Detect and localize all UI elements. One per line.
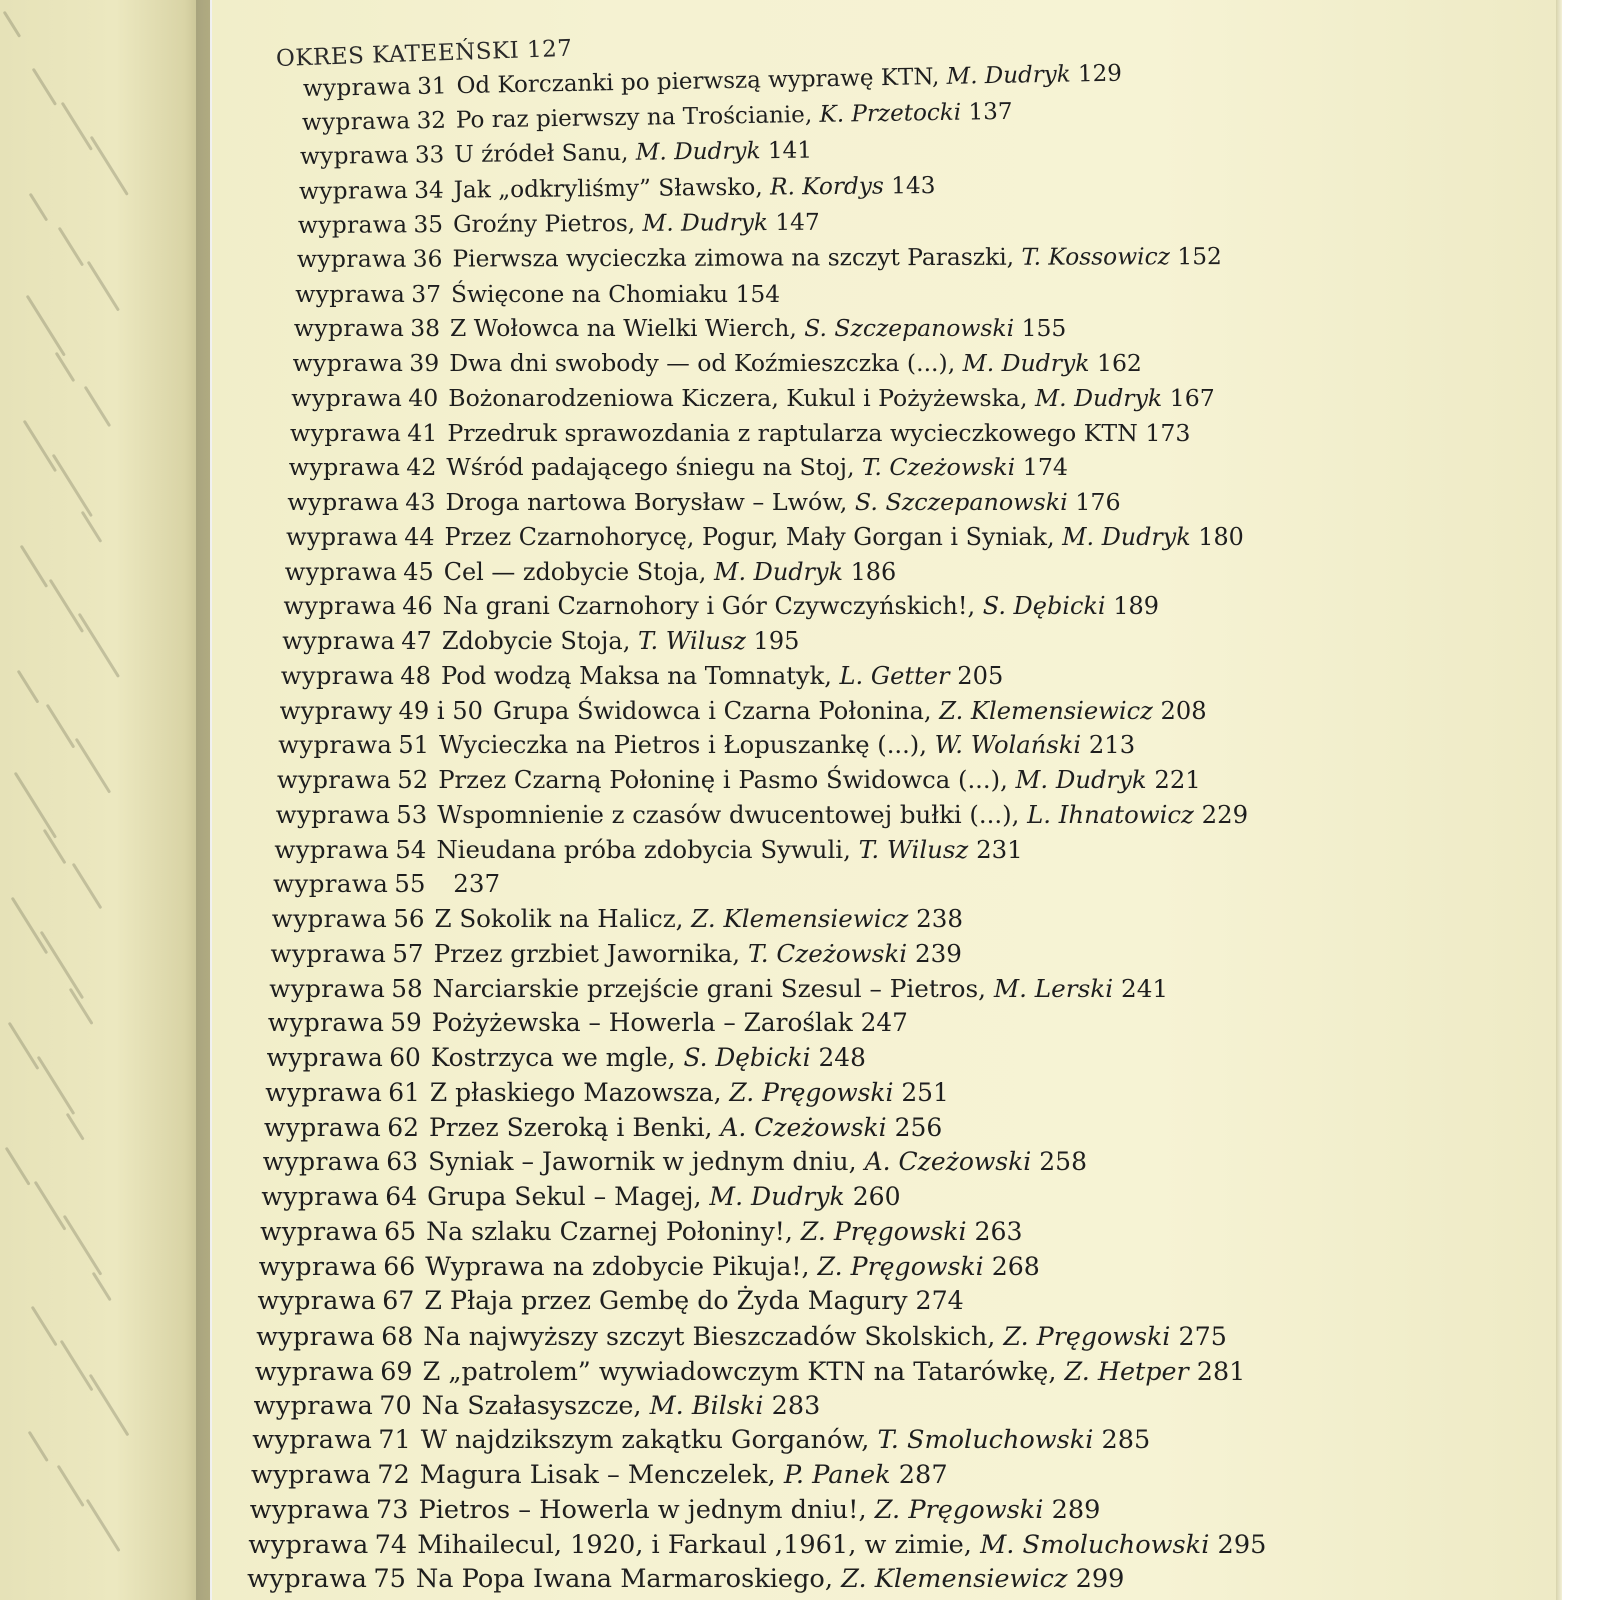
entry-page: 195	[753, 627, 800, 656]
entry-author: M. Dudryk	[1062, 522, 1191, 551]
entry-page: 268	[991, 1251, 1040, 1281]
toc-entry	[260, 1217, 1022, 1247]
entry-title: Od Korczanki po pierwszą wyprawę KTN,	[456, 63, 947, 100]
entry-title: Z Sokolik na Halicz,	[434, 904, 692, 934]
toc-entry	[268, 1008, 908, 1038]
toc-entry	[295, 279, 780, 309]
entry-number: 55	[394, 869, 426, 899]
entry-number: 68	[381, 1321, 414, 1352]
entry-author: M. Dudryk	[714, 557, 843, 586]
toc-entry	[259, 1252, 1040, 1282]
entry-title: Pożyżewska – Howerla – Zaroślak	[431, 1008, 853, 1038]
entry-number: 64	[385, 1182, 418, 1212]
entry-author: M. Dudryk	[962, 349, 1090, 378]
entry-author: R. Kordys	[770, 172, 885, 201]
entry-author: K. Przetocki	[818, 99, 962, 129]
entry-label: wyprawa	[252, 1425, 373, 1456]
entry-label: wyprawa	[265, 1077, 383, 1107]
entry-number: 34	[414, 176, 444, 204]
entry-number: 44	[404, 522, 435, 551]
toc-entry	[281, 661, 1003, 691]
entry-title: Przez Szeroką i Benki,	[428, 1112, 721, 1142]
toc-entry	[284, 591, 1159, 621]
entry-number: 73	[375, 1494, 409, 1525]
entry-label: wyprawa	[266, 1043, 384, 1073]
entry-number: 69	[380, 1355, 413, 1386]
toc-entry	[291, 383, 1214, 413]
entry-number: 45	[403, 557, 434, 586]
entry-author: M. Lerski	[993, 973, 1114, 1003]
entry-label: wyprawa	[251, 1460, 372, 1491]
entry-number: 49 i 50	[398, 696, 484, 725]
entry-page: 281	[1196, 1355, 1246, 1386]
entry-page: 295	[1217, 1529, 1267, 1560]
entry-label: wyprawa	[277, 765, 392, 795]
entry-author: S. Dębicki	[683, 1043, 811, 1073]
toc-entry	[277, 765, 1201, 795]
section-page: 127	[526, 35, 573, 64]
entry-author: A. Czeżowski	[720, 1112, 887, 1142]
entry-title: Na Popa Iwana Marmaroskiego,	[415, 1564, 842, 1595]
entry-page: 256	[894, 1112, 943, 1142]
entry-author: P. Panek	[783, 1460, 891, 1491]
entry-label: wyprawa	[249, 1494, 370, 1525]
entry-label: wyprawa	[298, 176, 409, 205]
toc-entry	[299, 171, 936, 207]
entry-label: wyprawa	[288, 453, 401, 482]
entry-title: Przedruk sprawozdania z raptularza wycieczkowego KTN	[447, 418, 1138, 447]
entry-author: M. Smoluchowski	[980, 1529, 1210, 1560]
entry-number: 38	[410, 314, 441, 343]
entry-number: 32	[416, 107, 446, 135]
entry-author: Z. Klemensiewicz	[841, 1564, 1068, 1595]
entry-author: S. Szczepanowski	[804, 314, 1015, 343]
toc-entry	[261, 1182, 900, 1212]
entry-label: wyprawa	[283, 592, 397, 621]
entry-title: Bożonarodzeniowa Kiczera, Kukul i Pożyżewska,	[448, 383, 1035, 412]
entry-number: 58	[391, 973, 423, 1003]
entry-page: 180	[1198, 522, 1244, 551]
entry-label: wyprawa	[254, 1355, 375, 1386]
toc-entry	[271, 939, 962, 969]
toc-entry	[248, 1530, 1266, 1560]
entry-number: 54	[395, 834, 427, 864]
entry-label: wyprawa	[278, 731, 393, 760]
entry-label: wyprawa	[275, 799, 391, 829]
entry-label: wyprawa	[293, 314, 405, 343]
entry-label: wyprawa	[247, 1564, 368, 1595]
entry-page: 238	[916, 904, 963, 934]
entry-page: 287	[898, 1460, 948, 1491]
entry-page: 189	[1113, 592, 1159, 621]
toc-entry	[258, 1286, 964, 1316]
entry-title: Po raz pierwszy na Trościanie,	[455, 102, 820, 134]
entry-title: Przez Czarnohorycę, Pogur, Mały Gorgan i Syniak,	[444, 522, 1063, 551]
entry-label: wyprawa	[260, 1216, 379, 1246]
entry-page: 141	[768, 137, 813, 165]
entry-title: Pierwsza wycieczka zimowa na szczyt Paraszki,	[451, 243, 1021, 273]
entry-page: 205	[957, 661, 1004, 690]
entry-title: Mihailecul, 1920, i Farkaul ,1961, w zimie,	[417, 1529, 981, 1560]
entry-number: 65	[384, 1216, 417, 1246]
entry-title: Wycieczka na Pietros i Łopuszankę (...),	[439, 731, 935, 760]
entry-page: 231	[976, 834, 1023, 864]
entry-author: L. Ihnatowicz	[1027, 799, 1194, 829]
entry-title: Narciarskie przejście grani Szesul – Pietros,	[432, 973, 994, 1003]
entry-label: wyprawa	[256, 1321, 376, 1352]
entry-number: 56	[393, 904, 425, 934]
entry-label: wyprawa	[257, 1286, 377, 1316]
entry-author: T. Czeżowski	[747, 938, 908, 968]
toc-entry	[274, 835, 1022, 865]
entry-title: U źródeł Sanu,	[454, 140, 637, 169]
entry-title: Grupa Sekul – Magej,	[427, 1182, 710, 1212]
entry-author: M. Bilski	[649, 1390, 764, 1421]
entry-label: wyprawa	[287, 488, 400, 517]
entry-label: wyprawa	[301, 108, 411, 137]
entry-label: wyprawa	[258, 1251, 378, 1281]
entry-number: 47	[401, 627, 432, 656]
entry-number: 62	[387, 1112, 419, 1142]
entry-label: wyprawa	[290, 418, 402, 447]
entry-label: wyprawa	[264, 1112, 382, 1142]
entry-label: wyprawa	[297, 211, 408, 239]
entry-number: 42	[406, 453, 437, 482]
entry-page: 173	[1145, 418, 1191, 447]
entry-page: 263	[974, 1216, 1023, 1246]
entry-author: L. Getter	[839, 661, 950, 690]
entry-page: 186	[850, 557, 897, 586]
entry-title: Droga nartowa Borysław – Lwów,	[445, 488, 855, 517]
entry-page: 247	[860, 1008, 908, 1038]
entry-title: Święcone na Chomiaku	[450, 280, 729, 309]
toc-entry	[294, 313, 1066, 343]
section-heading	[276, 36, 573, 72]
entry-author: W. Wolański	[934, 731, 1082, 760]
toc-entry	[301, 97, 1012, 138]
entry-page: 237	[453, 869, 501, 899]
entry-label: wyprawa	[280, 661, 395, 690]
entry-label: wyprawa	[282, 627, 396, 656]
entry-title: Kostrzyca we mgle,	[430, 1043, 684, 1073]
entry-label: wyprawa	[274, 834, 390, 864]
entry-page: 147	[775, 208, 820, 236]
toc-entry	[298, 208, 820, 241]
entry-author: T. Wilusz	[858, 834, 969, 864]
entry-page: 167	[1169, 383, 1215, 412]
entry-page: 162	[1097, 349, 1142, 378]
entry-label: wyprawa	[286, 522, 399, 551]
entry-page: 176	[1075, 488, 1121, 517]
entry-page: 221	[1154, 765, 1201, 795]
entry-author: Z. Hetper	[1064, 1355, 1189, 1386]
toc-entry	[263, 1147, 1087, 1177]
entry-label: wyprawa	[248, 1529, 369, 1560]
entry-number: 63	[386, 1147, 419, 1177]
entry-title: Groźny Pietros,	[452, 209, 643, 238]
entry-title: Wspomnienie z czasów dwucentowej bułki (...),	[437, 799, 1028, 829]
entry-number: 52	[397, 765, 429, 795]
entry-label: wyprawa	[273, 869, 389, 899]
toc-entry	[264, 1113, 942, 1143]
entry-page: 289	[1051, 1494, 1101, 1525]
entry-label: wyprawa	[267, 1008, 385, 1038]
entry-title: Z „patrolem” wywiadowczym KTN na Tatarówkę,	[422, 1355, 1065, 1386]
entry-author: M. Dudryk	[946, 61, 1071, 90]
entry-page: 285	[1101, 1425, 1151, 1456]
entry-label: wyprawa	[291, 383, 403, 412]
entry-label: wyprawa	[284, 557, 398, 586]
toc-entry	[254, 1391, 821, 1421]
entry-label: wyprawa	[296, 245, 407, 273]
entry-number: 53	[396, 799, 428, 829]
entry-page: 239	[914, 938, 962, 968]
entry-page: 174	[1022, 453, 1069, 482]
entry-number: 40	[408, 383, 439, 412]
entry-label: wyprawa	[262, 1147, 381, 1177]
entry-author: S. Szczepanowski	[854, 488, 1068, 517]
entry-author: S. Dębicki	[982, 592, 1106, 621]
entry-page: 251	[901, 1077, 949, 1107]
toc-entry	[269, 974, 1168, 1004]
entry-title: Nieudana próba zdobycia Sywuli,	[436, 834, 859, 864]
entry-title: Z Wołowca na Wielki Wierch,	[450, 314, 805, 343]
entry-page: 241	[1120, 973, 1169, 1003]
entry-author: Z. Pręgowski	[817, 1251, 984, 1281]
entry-title: Na Szałasyszcze,	[421, 1390, 650, 1421]
entry-number: 60	[389, 1043, 421, 1073]
toc-entry	[247, 1564, 1124, 1594]
entry-page: 274	[915, 1286, 964, 1316]
toc-entry	[287, 487, 1120, 517]
toc-entry	[272, 904, 963, 934]
entry-title: Grupa Świdowca i Czarna Połonina,	[493, 696, 940, 725]
toc-entry	[276, 800, 1248, 830]
entry-author: Z. Klemensiewicz	[939, 696, 1153, 725]
entry-author: T. Kossowicz	[1020, 243, 1170, 271]
entry-author: Z. Klemensiewicz	[691, 904, 909, 934]
toc-entry	[296, 242, 1221, 275]
entry-label: wyprawa	[261, 1182, 380, 1212]
entry-page: 137	[967, 99, 1013, 126]
entry-label: wyprawa	[295, 280, 406, 309]
entry-title: Z płaskiego Mazowsza,	[429, 1077, 730, 1107]
entry-number: 33	[415, 142, 445, 169]
toc-entry	[289, 452, 1068, 482]
entry-number: 43	[405, 488, 436, 517]
entry-number: 46	[402, 592, 433, 621]
entry-title: Jak „odkryliśmy” Sławsko,	[453, 173, 771, 204]
entry-number: 66	[383, 1251, 416, 1281]
entry-author: Z. Pręgowski	[1003, 1321, 1171, 1352]
entry-page: 260	[852, 1182, 901, 1212]
entry-label: wyprawy	[279, 696, 393, 725]
entry-title: Na szlaku Czarnej Połoniny!,	[426, 1216, 801, 1246]
toc-entry	[265, 1078, 949, 1108]
entry-label: wyprawa	[270, 938, 387, 968]
entry-page: 275	[1178, 1321, 1227, 1352]
entry-number: 48	[400, 661, 431, 690]
entry-title: Dwa dni swobody — od Koźmieszczka (...),	[449, 349, 963, 378]
entry-label: wyprawa	[271, 904, 388, 934]
entry-number: 61	[388, 1077, 420, 1107]
entry-label: wyprawa	[300, 143, 410, 171]
entry-title: Wśród padającego śniegu na Stoj,	[446, 453, 863, 482]
entry-author: M. Dudryk	[1034, 383, 1163, 412]
entry-number: 75	[373, 1564, 406, 1595]
entry-author: M. Dudryk	[709, 1182, 845, 1212]
entry-number: 37	[411, 280, 441, 309]
entry-number: 39	[409, 349, 440, 378]
entry-title: Syniak – Jawornik w jednym dniu,	[428, 1147, 865, 1177]
entry-number: 67	[382, 1286, 415, 1316]
entry-title: Na grani Czarnohory i Gór Czywczyńskich!,	[442, 592, 983, 621]
entry-number: 74	[374, 1529, 408, 1560]
toc-entry	[278, 730, 1135, 760]
entry-page: 152	[1176, 243, 1222, 271]
toc-entry	[282, 626, 799, 656]
entry-author: T. Smoluchowski	[877, 1425, 1094, 1456]
entry-page: 143	[891, 171, 936, 200]
entry-number: 31	[417, 73, 447, 100]
entry-title: Przez grzbiet Jawornika,	[433, 938, 748, 968]
entry-page: 129	[1077, 60, 1123, 88]
entry-label: wyprawa	[269, 973, 386, 1003]
entry-page: 258	[1039, 1147, 1088, 1177]
entry-author: M. Dudryk	[642, 208, 768, 237]
entry-title: Przez Czarną Połoninę i Pasmo Świdowca (...),	[438, 765, 1016, 795]
entry-number: 70	[379, 1390, 412, 1421]
entry-number: 51	[398, 731, 430, 760]
entry-title: Zdobycie Stoja,	[441, 627, 638, 656]
entry-author: A. Czeżowski	[864, 1147, 1032, 1177]
toc-entry	[300, 136, 812, 172]
entry-title: Z Płaja przez Gembę do Żyda Magury	[424, 1286, 908, 1316]
entry-page: 283	[771, 1390, 821, 1421]
entry-author: Z. Pręgowski	[729, 1077, 894, 1107]
entry-number: 36	[412, 245, 442, 273]
entry-title: Na najwyższy szczyt Bieszczadów Skolskich,	[423, 1321, 1004, 1352]
toc-entry	[256, 1321, 1227, 1351]
section-title: OKRES KATEEŃSKI	[275, 37, 520, 72]
toc-entry	[251, 1460, 948, 1490]
entry-page: 213	[1088, 731, 1136, 760]
toc-entry	[267, 1043, 866, 1073]
entry-page: 248	[818, 1043, 866, 1073]
entry-number: 41	[407, 418, 438, 447]
entry-label: wyprawa	[302, 73, 412, 102]
entry-title: Pietros – Howerla w jednym dniu!,	[418, 1494, 875, 1525]
entry-page: 155	[1021, 314, 1067, 343]
toc-entry	[280, 696, 1207, 726]
entry-author: T. Wilusz	[638, 627, 746, 656]
entry-number: 35	[413, 210, 443, 239]
toc-entry	[252, 1425, 1150, 1455]
toc-entry	[255, 1356, 1245, 1386]
entry-title: Pod wodzą Maksa na Tomnatyk,	[440, 661, 840, 690]
toc-entry	[286, 522, 1244, 552]
toc-entry	[250, 1495, 1101, 1525]
entry-page: 208	[1160, 696, 1207, 725]
entry-title: Magura Lisak – Menczelek,	[419, 1460, 784, 1491]
entry-title: W najdzikszym zakątku Gorganów,	[420, 1425, 878, 1456]
toc-entry	[285, 557, 896, 587]
entry-number: 57	[392, 938, 424, 968]
entry-number: 72	[377, 1460, 410, 1491]
entry-number: 59	[390, 1008, 422, 1038]
entry-page: 229	[1201, 799, 1249, 829]
entry-title: Wyprawa na zdobycie Pikuja!,	[425, 1251, 818, 1281]
toc-entry	[290, 418, 1190, 448]
entry-label: wyprawa	[253, 1390, 374, 1421]
entry-title: Cel — zdobycie Stoja,	[443, 557, 714, 586]
entry-author: M. Dudryk	[1015, 765, 1147, 795]
entry-author: Z. Pręgowski	[800, 1216, 967, 1246]
entry-author: M. Dudryk	[635, 138, 762, 167]
entry-page: 299	[1075, 1564, 1125, 1595]
entry-number: 71	[378, 1425, 411, 1456]
entry-author: T. Czeżowski	[862, 453, 1016, 482]
toc-entry	[293, 348, 1142, 378]
entry-label: wyprawa	[292, 349, 404, 378]
entry-author: Z. Pręgowski	[874, 1494, 1044, 1525]
entry-page: 154	[735, 280, 781, 309]
toc-entry	[273, 869, 500, 899]
